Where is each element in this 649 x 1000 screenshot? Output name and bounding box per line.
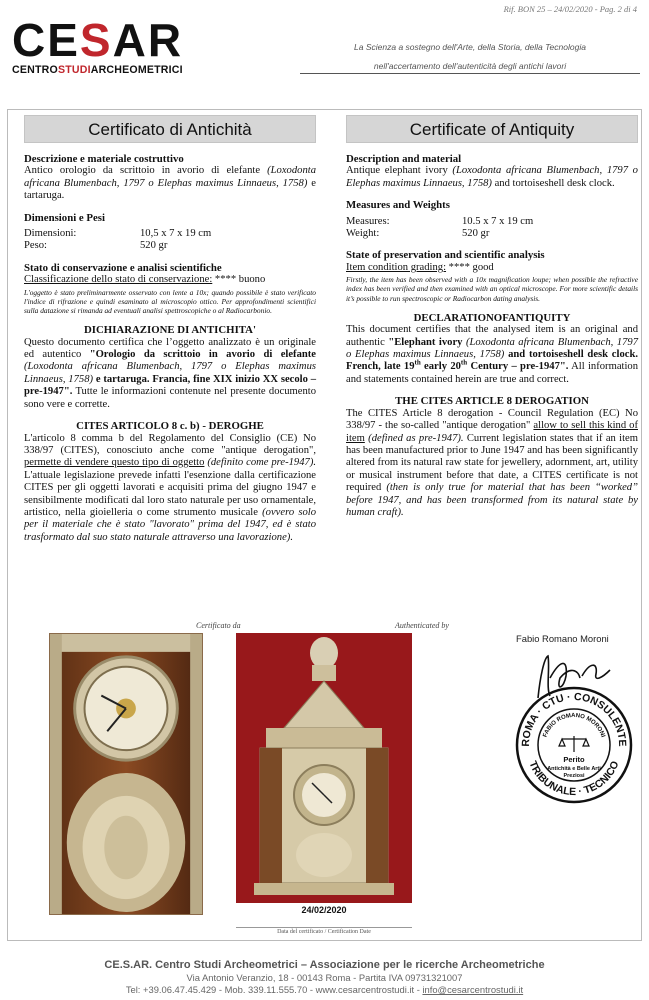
reference-number: Rif. BON 25 – 24/02/2020 - Pag. 2 di 4	[503, 4, 637, 14]
grade-row: Item condition grading: **** good	[346, 261, 494, 273]
cites-heading: CITES ARTICOLO 8 c. b) - DEROGHE	[76, 420, 264, 433]
decl-heading: DICHIARAZIONE DI ANTICHITA'	[84, 324, 256, 337]
grade-row: Classificazione dello stato di conservazione: **** buono	[24, 274, 266, 286]
cesar-logo: CESAR CENTROSTUDIARCHEOMETRICI	[12, 14, 184, 76]
footer-email-link[interactable]: info@cesarcentrostudi.it	[422, 984, 524, 995]
dim-row: Measures: 10.5 x 7 x 19 cm	[346, 215, 534, 227]
certification-date: 24/02/2020	[301, 905, 347, 915]
svg-text:TRIBUNALE · TECNICO: TRIBUNALE · TECNICO	[526, 759, 622, 799]
svg-text:Perito: Perito	[563, 755, 585, 764]
state-heading: State of preservation and scientific analysis	[346, 249, 545, 262]
italian-column	[24, 115, 316, 544]
svg-text:ROMA · CTU · CONSULENTE: ROMA · CTU · CONSULENTE	[519, 690, 629, 747]
cites-heading: THE CITES ARTICLE 8 DEROGATION	[395, 395, 589, 408]
state-note: L'oggetto è stato preliminarmente osservato con lente a 10x; quando possibile è stato verificato l'indice di rifrazione e quindi esaminato al microscopio ottico. Per approfondimenti scientifici sulla datazione si rimanda ad eventuali analisi spettroscopiche o al Radiocarbonio.	[24, 287, 316, 316]
english-title: Certificate of Antiquity	[346, 115, 638, 143]
certification-date-caption: Data del certificato / Certification Date	[236, 927, 412, 935]
desc-text: Antique elephant ivory (Loxodonta africana Blumenbach, 1797 o Elephas maximus Linnaeus, 1758) and tortoiseshell desk clock.	[346, 165, 638, 189]
footer-address: Via Antonio Veranzio, 18 - 00143 Roma - Partita IVA 09731321007	[186, 972, 463, 983]
state-heading: Stato di conservazione e analisi scientifiche	[24, 261, 222, 274]
desc-heading: Descrizione e materiale costruttivo	[24, 153, 184, 165]
certified-by-caption: Certificato da	[196, 621, 241, 630]
tagline-rule	[300, 73, 640, 74]
footer-contacts: Tel: +39.06.47.45.429 - Mob. 339.11.555.70 - www.cesarcentrostudi.it - info@cesarcentrostudi.it	[125, 984, 524, 995]
state-note: Firstly, the item has been observed with a 10x magnification loupe; when possible the refractive index has been verified and then examined with an optical microscope. For more scientific details it’s possible to run spectroscopic or Radiocarbon dating analysis.	[346, 275, 638, 303]
svg-text:Preziosi: Preziosi	[563, 773, 585, 779]
expert-name: Fabio Romano Moroni	[516, 633, 609, 644]
weight-row: Peso: 520 gr	[24, 240, 168, 252]
cites-text: L'articolo 8 comma b del Regolamento del Consiglio (CE) No 338/97 (CITES), conosciuto anche come "antique derogation", permette di vendere questo tipo di oggetto (definito come pre-1947). L'attuale legislazione prevede infatti l'esenzione dalla certificazione CITES per gli oggetti lavorati e acquisiti prima del giugno 1947 e sensibilmente modificati dal loro stato naturale per uso ornamentale, artistico, nella gioielleria o come strumento musicale (ovvero solo per il materiale che è stato "lavorato" prima del 1947, ed è stato trasformato dal suo stato naturale attraverso una lavorazione).	[24, 432, 317, 543]
svg-text:FABIO ROMANO MORONI: FABIO ROMANO MORONI	[542, 712, 606, 739]
tagline: La Scienza a sostegno dell'Arte, della Storia, della Tecnologia nell'accertamento dell'autenticità degli antichi lavori	[354, 42, 586, 71]
clock-detail-photo	[49, 633, 203, 915]
authenticated-by-caption: Authenticated by	[395, 621, 449, 630]
clock-full-photo	[236, 633, 412, 903]
decl-text: Questo documento certifica che l’oggetto analizzato è un originale ed autentico "Orologio da scrittoio in avorio di elefante (Loxodonta africana Blumenbach, 1797 o Elephas maximus Linnaeus, 1758) e tartaruga. Francia, fine XIX inizio XX secolo – pre-1947". Tutte le informazioni contenute nel presente documento sono vere e corrette.	[24, 336, 316, 410]
weight-row: Weight: 520 gr	[346, 228, 490, 240]
dim-heading: Dimensioni e Pesi	[24, 211, 105, 224]
decl-heading: DECLARATIONOFANTIQUITY	[413, 311, 571, 324]
svg-text:Antichità e Belle Arti: Antichità e Belle Arti	[547, 766, 601, 772]
desc-heading: Description and material	[346, 153, 462, 165]
footer-org: CE.S.AR. Centro Studi Archeometrici – Associazione per le ricerche Archeometriche	[104, 959, 545, 971]
english-column	[346, 115, 638, 519]
decl-text: This document certifies that the analysed item is an original and authentic "Elephant ivory (Loxodonta africana Blumenbach, 1797 o Elephas maximus Linnaeus, 1758) and tortoiseshell desk clock. French, late 19th early 20th Century – pre-1947". All information and statements contained herein are true and correct.	[346, 324, 638, 385]
expert-stamp	[515, 686, 633, 804]
desc-text: Antico orologio da scrittoio in avorio di elefante (Loxodonta africana Blumenbach, 1797 o Elephas maximus Linnaeus, 1758) e tartaruga.	[24, 165, 316, 202]
cites-text: The CITES Article 8 derogation - Council Regulation (EC) No 338/97 - the so-called "antique derogation" allow to sell this kind of item (defined as pre-1947). Current legislation states that if an item has been manufactured prior to June 1947 and has been significantly altered from its natural raw state for jewellery, adornment, art, utility or musical instrument before that date, a CITES certificate is not required (then is only true for material that has been “worked” before 1947, and has been transformed from its natural state by human craft).	[346, 407, 638, 518]
dim-row: Dimensioni: 10,5 x 7 x 19 cm	[24, 228, 212, 240]
footer	[0, 959, 649, 996]
dim-heading: Measures and Weights	[346, 199, 450, 212]
italian-title: Certificato di Antichità	[24, 115, 316, 143]
